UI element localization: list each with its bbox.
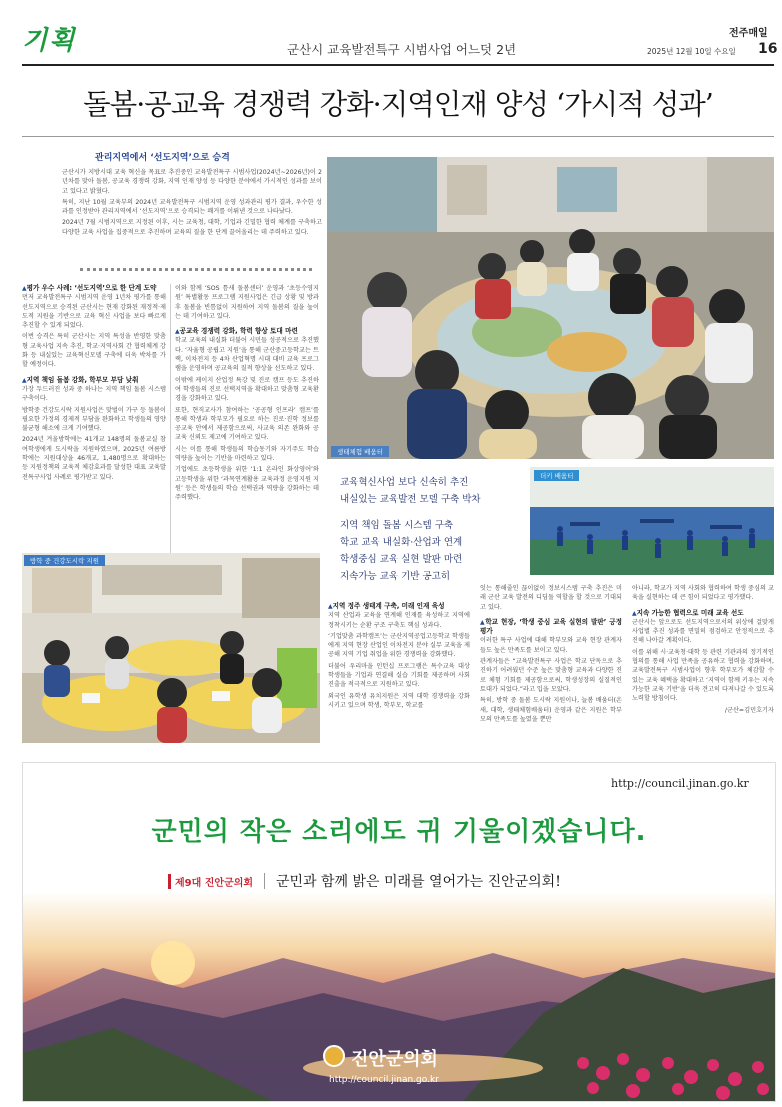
paper-name: 전주매일 (729, 28, 768, 39)
col5-paragraph: 군산시는 앞으로도 선도지역으로서의 위상에 걸맞게 사업별 추진 성과를 면밀히 점검하고 안정적으로 추진해 나아갈 계획이다. (632, 618, 774, 645)
col2-paragraph: 학교 교육의 내실화 더불어 시민들 성공적으로 추진했다. ‘자율형 공립고 지원’을 통해 군산중고등학교는 트랙, 이차전지 등 4차 산업혁명 시대 대비 교육 프로그램을 운영하며 공교육의 질적 향상을 선도하고 있다. (175, 337, 319, 373)
ad-sub-row (168, 871, 630, 895)
ad-url-top[interactable]: http://council.jinan.go.kr (611, 777, 749, 790)
pull-quote-line: 교육혁신사업 보다 신속히 추진 (340, 477, 469, 488)
lede-paragraph: 특히, 지난 10월 교육부의 2024년 교육발전특구 시범지역 운영 성과관리 평가 결과, 우수한 성과를 인정받아 관리지역에서 ‘선도지역’으로 승격되는 쾌거를 이뤄낸 것으로 나타났다. (62, 198, 322, 216)
col1-paragraph: 가장 두드러진 성과 중 하나는 지역 책임 돌봄 시스템 구축이다. (22, 385, 166, 403)
col3-paragraph: 더불어 우리마을 인턴십 프로그램은 특수교육 대상 학생들을 기업과 연결해 실습 기회를 제공하며 사회 진출을 적극적으로 지원하고 있다. (328, 662, 470, 689)
headline-rule (22, 136, 774, 137)
col1-paragraph: 2024년 겨울방학에는 41개교 148명의 돌봄교실 참여학생에게 도시락을 지원하였으며, 2025년 여름방학에는 지원대상을 46개교, 1,480명으로 확대하는 등 지원정책의 교육적 체감효과를 달성한 대표 교육발전특구사업 사례로 평가받고 있다. (22, 436, 166, 481)
byline: /군산=김민호기자 (724, 706, 774, 714)
col4-subhead: ▲ 학교 현장, ‘학생 중심 교육 실현의 발판’ 긍정 평가 (480, 618, 622, 637)
lede-paragraph: 군산시가 지방시대 교육 혁신을 목표로 추진중인 교육발전특구 시범사업(2024년~2026년)이 2년차를 맞아 돌봄, 공교육 경쟁력 강화, 지역 인재 양성 등 다양한 분야에서 가시적인 성과를 보이고 있다고 밝혔다. (62, 169, 322, 195)
column-rule (170, 284, 171, 554)
article-column-4 (480, 584, 622, 724)
gym-photo-caption: 더키 배움터 (534, 470, 579, 481)
gym-photo-image (530, 467, 774, 575)
col2-paragraph: 이밖에 케이지 산업정 특강 및 진로 캠프 등도 추진하여 학생들의 진로 선택지역을 확대하고 맞춤형 교육환경을 강화하고 있다. (175, 376, 319, 403)
council-emblem-icon (323, 1045, 345, 1067)
ad-main-slogan: 군민의 작은 소리에도 귀 기울이겠습니다. (151, 817, 647, 847)
col4-paragraph: 특히, 방학 중 돌봄 도시락 지원이나, 늘봄 배움터(온새, 대학, 생태체험배움터) 운영과 같은 지원은 학부모의 만족도를 높였을 뿐만 (480, 697, 622, 723)
header-rule (22, 64, 774, 66)
page-number: 16 (758, 41, 778, 57)
classroom-photo (327, 157, 774, 459)
col5-paragraph: 아니라, 학교가 지역 사회와 협력하여 학생 중심의 교육을 실현하는 데 큰 힘이 되었다고 평가했다. (632, 585, 774, 602)
col2-paragraph: 또한, 현직교사가 참여하는 ‘공공형 인프라’ 캠프’를 통해 학생과 학부모가 필요로 하는 진로·진학 정보를 공교육 안에서 제공함으로써, 사교육 의존 완화와 공교육 신뢰도 제고에 기여하고 있다. (175, 406, 319, 442)
issue-date: 2025년 12월 10일 수요일 (647, 47, 736, 56)
lede-text (62, 168, 322, 237)
ad-badge: 제9대 진안군의회 (168, 874, 253, 889)
ad-badge-divider (264, 873, 265, 889)
dining-photo-caption: 방학 중 건강도시락 지원 (24, 555, 105, 566)
col4-paragraph: 잇는 통해줄인 끊이없이 정보시스템 구축 추진은 미래 군산 교육 발전의 디딤돌 역할을 할 것으로 기대되고 있다. (480, 585, 622, 611)
col3-subhead: ▲ 지역 정주 생태계 구축, 미래 인재 육성 (328, 602, 470, 611)
ad-url-bottom[interactable]: http://council.jinan.go.kr (329, 1075, 439, 1085)
col1-subhead: ▲ 지역 책임 돌봄 강화, 학부모 부담 낮춰 (22, 376, 166, 385)
pull-quote-box (340, 474, 520, 585)
headline: 돌봄·공교육 경쟁력 강화·지역인재 양성 ‘가시적 성과’ (83, 88, 713, 121)
col3-paragraph: ‘기업맞춤 과학캠프’는 군산지역공업고등학교 학생들에게 지역 현장 산업인 이차전지 분야 실무 교육을 제공해 지역 기업 취업을 위한 경쟁력을 강화했다. (328, 632, 470, 659)
series-title: 군산시 교육발전특구 시범사업 어느덧 2년 (287, 42, 517, 57)
lede-divider (80, 268, 312, 271)
col4-paragraph: 이러한 특구 사업에 대해 학부모와 교육 현장 관계자들도 높은 만족도를 보이고 있다. (480, 637, 622, 654)
col3-paragraph: 외국인 유학생 유치지원은 지역 대학 경쟁력을 강화시키고 있으며 학생, 학부모, 학교를 (328, 692, 470, 709)
col2-paragraph: 이와 함께 ‘SOS 틈새 돌봄센터’ 운영과 ‘초등수영지원’ 특별활동 프로그램 지원사업은 긴급 상황 및 방과후 돌봄을 빈틈없이 지원하여 지역 돌봄의 질을 높이는 데 기여하고 있다. (175, 285, 319, 320)
pull-quote-line: 내실있는 교육발전 모델 구축 박차 (340, 494, 481, 505)
section-tag: 기획 (22, 26, 77, 56)
col3-paragraph: 지역 산업과 교육을 연계해 인재를 육성하고 지역에 정착시키는 순환 구조 구축도 핵심 성과다. (328, 612, 470, 629)
col2-paragraph: 기업에도 초등학생을 위한 ‘1:1 온라인 화상영어’와 고등학생을 위한 ‘과목연계활용 교육과정 운영지원 지원’ 등은 학생들의 학습 선택권과 역량을 강화하는 데 주력했다. (175, 466, 319, 502)
lede-subhead: 관리지역에서 ‘선도지역’으로 승격 (95, 153, 230, 163)
col1-subhead: ▲ 평가 우수 사례: ‘선도지역’으로 한 단계 도약 (22, 284, 166, 293)
classroom-photo-caption: 생태체험 배움터 (331, 446, 389, 457)
pull-quote-line: 학생중심 교육 실현 발판 마련 (340, 554, 463, 565)
article-column-5 (632, 584, 774, 715)
lede-paragraph: 2024년 7월 시범지역으로 지정된 이후, 시는 교육청, 대학, 기업과 긴밀한 협력 체계를 구축하고 다양한 교육 사업을 집중적으로 추진하며 교육의 질을 한 단계 끌어올리는 데 주력하고 있다. (62, 219, 322, 236)
ad-logo-text: 진안군의회 (351, 1049, 438, 1070)
article-column-3 (328, 602, 470, 710)
col5-subhead: ▲ 지속 가능한 협력으로 미래 교육 선도 (632, 609, 774, 618)
pull-quote-line: 지역 책임 돌봄 시스템 구축 (340, 520, 454, 531)
col2-paragraph: 시는 이를 통해 학생들의 학습동기와 자기주도 학습 역량을 높이는 기반을 마련하고 있다. (175, 445, 319, 463)
col2-subhead: ▲ 공교육 경쟁력 강화, 학력 향상 토대 마련 (175, 327, 319, 336)
pull-quote-line: 지속가능 교육 기반 공고히 (340, 571, 451, 582)
gym-photo (530, 467, 774, 575)
col4-paragraph: 관계자들은 “교육발전특구 사업은 학교 단독으로 추진하기 어려웠던 수준 높은 맞춤형 교육과 다양한 진로 체험 기회를 제공함으로써, 학생성장의 실질적인 토대가 되었다.”라고 입을 모았다. (480, 658, 622, 693)
classroom-photo-image (327, 157, 774, 459)
article-column-1 (22, 284, 166, 482)
col1-paragraph: 이번 승격은 특히 군산시는 지역 특성을 반영한 맞춤형 교육사업 지속 추진, 학교·지역사회 간 협력체계 강화 등 내실있는 교육혁신모델 구축에 더욱 박차를 가할 예정이다. (22, 333, 166, 369)
article-column-2 (175, 284, 319, 503)
ad-logo (323, 1045, 493, 1069)
col1-paragraph: 먼저 교육발전특구 시범지역 운영 1년차 평가를 통해 선도지역으로 승격된 군산시는 현재 강화된 재정적·제도적 지원을 기반으로 교육 혁신 사업을 보다 빠르게 추진할 수 있게 되었다. (22, 294, 166, 330)
council-ad (22, 762, 776, 1102)
dining-photo-image (22, 553, 320, 743)
dining-photo (22, 553, 320, 743)
ad-sub-slogan: 군민과 함께 밝은 미래를 열어가는 진안군의회! (276, 874, 561, 890)
pull-quote-line: 학교 교육 내실화·산업과 연계 (340, 537, 463, 548)
col5-paragraph: 이를 위해 시·교육청·대학 등 관련 기관과의 정기적인 협의를 통해 사업 만족을 공유하고 협력을 강화하며, 교육발전특구 시범사업이 향후 학부모가 체감할 수 있는 교육 혜택을 확대하고 ‘지역이 함께 키우는 지속 가능한 교육 기반’을 더욱 견고히 다져나갈 수 있도록 노력할 방침이다. (632, 648, 774, 703)
col1-paragraph: 방학중 건강도시락 지원사업은 맞벌이 가구 등 돌봄이 필요한 가정의 경제적 부담을 완화하고 학생들의 영양 불균형 해소에 크게 기여했다. (22, 406, 166, 433)
